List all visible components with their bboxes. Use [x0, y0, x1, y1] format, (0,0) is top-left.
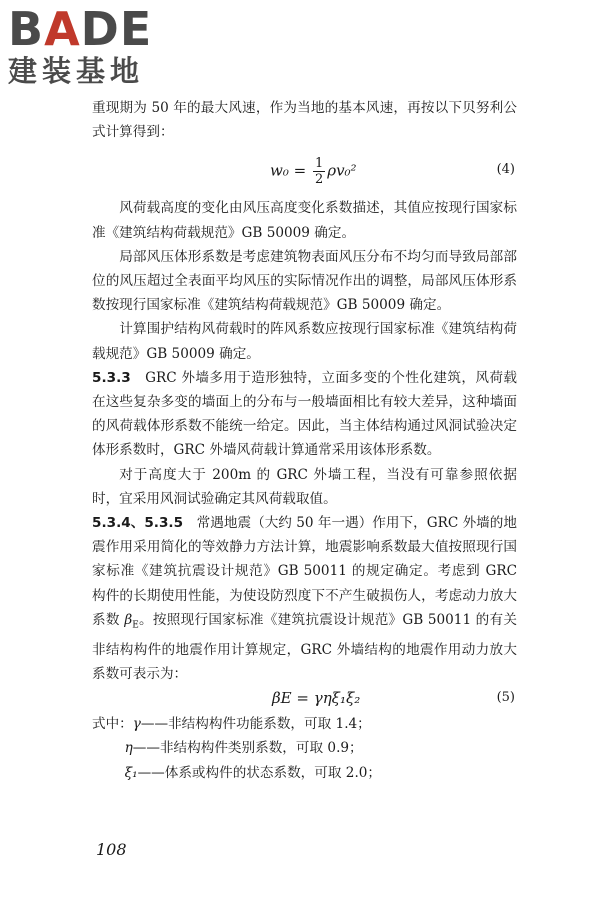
logo-wordmark	[8, 2, 178, 56]
paragraph-200m: 对于高度大于 200m 的 GRC 外墙工程，当没有可靠参照依据时，宜采用风洞试验确定其风荷载取值。	[92, 466, 517, 507]
formula-4-number: (4)	[496, 162, 515, 178]
formula-4	[92, 148, 517, 194]
beta-symbol: β	[124, 611, 133, 628]
logo-letters-2: DE	[80, 2, 153, 56]
section-5-3-3	[92, 366, 517, 463]
section-5-3-3-number: 5.3.3	[92, 369, 131, 386]
formula-4-lhs: w₀ =	[270, 161, 311, 180]
definition-text: ——体系或构件的状态系数，可取 2.0；	[137, 764, 382, 781]
section-5-3-4-text-a: 常遇地震（大约 50 年一遇）作用下，GRC 外墙的地震作用采用简化的等效静力方法计算，地震影响系数最大值按照现行国家标准《建筑抗震设计规范》GB 50011 的规定确定。考虑到 GRC 构件的长期使用性能，为使设防烈度下不产生破损伤人，考虑动力放大系数	[92, 515, 517, 628]
logo-chinese: 建装基地	[8, 54, 145, 88]
definition-symbol: η	[124, 740, 133, 757]
formula-4-fraction	[313, 156, 325, 187]
beta-subscript: E	[132, 620, 139, 631]
formula-5	[92, 686, 517, 712]
paragraph-gust-coefficient: 计算围护结构风荷载时的阵风系数应按现行国家标准《建筑结构荷载规范》GB 50009 确定。	[92, 321, 517, 362]
formula-4-expression	[270, 156, 357, 187]
definition-xi1	[92, 761, 517, 785]
section-5-3-4-number: 5.3.4、5.3.5	[92, 515, 184, 532]
formula-5-expression: βE = γηξ₁ξ₂	[272, 689, 361, 708]
page-body	[92, 96, 517, 785]
page-number: 108	[96, 840, 127, 859]
section-5-3-4	[92, 511, 517, 686]
paragraph-local-shape-coefficient: 局部风压体形系数是考虑建筑物表面风压分布不均匀而导致局部部位的风压超过全表面平均风压的实际情况作出的调整，局部风压体形系数按现行国家标准《建筑结构荷载规范》GB 50009 确定。	[92, 248, 517, 314]
formula-4-denominator: 2	[314, 172, 324, 188]
definition-eta	[92, 736, 517, 760]
section-5-3-3-text: GRC 外墙多用于造形独特，立面多变的个性化建筑，风荷载在这些复杂多变的墙面上的分布与一般墙面相比有较大差异，这种墙面的风荷载体形系数不能统一给定。因此，当主体结构通过风洞试验决定体形系数时，GRC 外墙风荷载计算通常采用该体形系数。	[92, 369, 517, 459]
definition-text: ——非结构构件功能系数，可取 1.4；	[140, 716, 371, 733]
bade-logo	[8, 2, 178, 88]
definition-symbol: ξ₁	[124, 764, 138, 781]
logo-letter-accent: A	[44, 2, 81, 56]
formula-4-rhs: ρv₀²	[327, 161, 357, 180]
logo-letters-1: B	[8, 2, 45, 56]
paragraph-height-variation: 风荷载高度的变化由风压高度变化系数描述，其值应按现行国家标准《建筑结构荷载规范》GB 50009 确定。	[92, 200, 517, 241]
definition-symbol: γ	[132, 716, 141, 733]
formula-4-numerator: 1	[314, 156, 324, 172]
definition-text: ——非结构构件类别系数，可取 0.9；	[132, 740, 363, 757]
section-5-3-4-text-b: 。按照现行国家标准《建筑抗震设计规范》GB 50011 的有关非结构构件的地震作用计算规定，GRC 外墙结构的地震作用动力放大系数可表示为：	[92, 611, 518, 682]
definition-gamma	[92, 712, 517, 736]
definition-prefix: 式中：	[92, 716, 133, 733]
intro-paragraph: 重现期为 50 年的最大风速，作为当地的基本风速，再按以下贝努利公式计算得到：	[92, 100, 517, 141]
formula-5-number: (5)	[496, 690, 515, 706]
